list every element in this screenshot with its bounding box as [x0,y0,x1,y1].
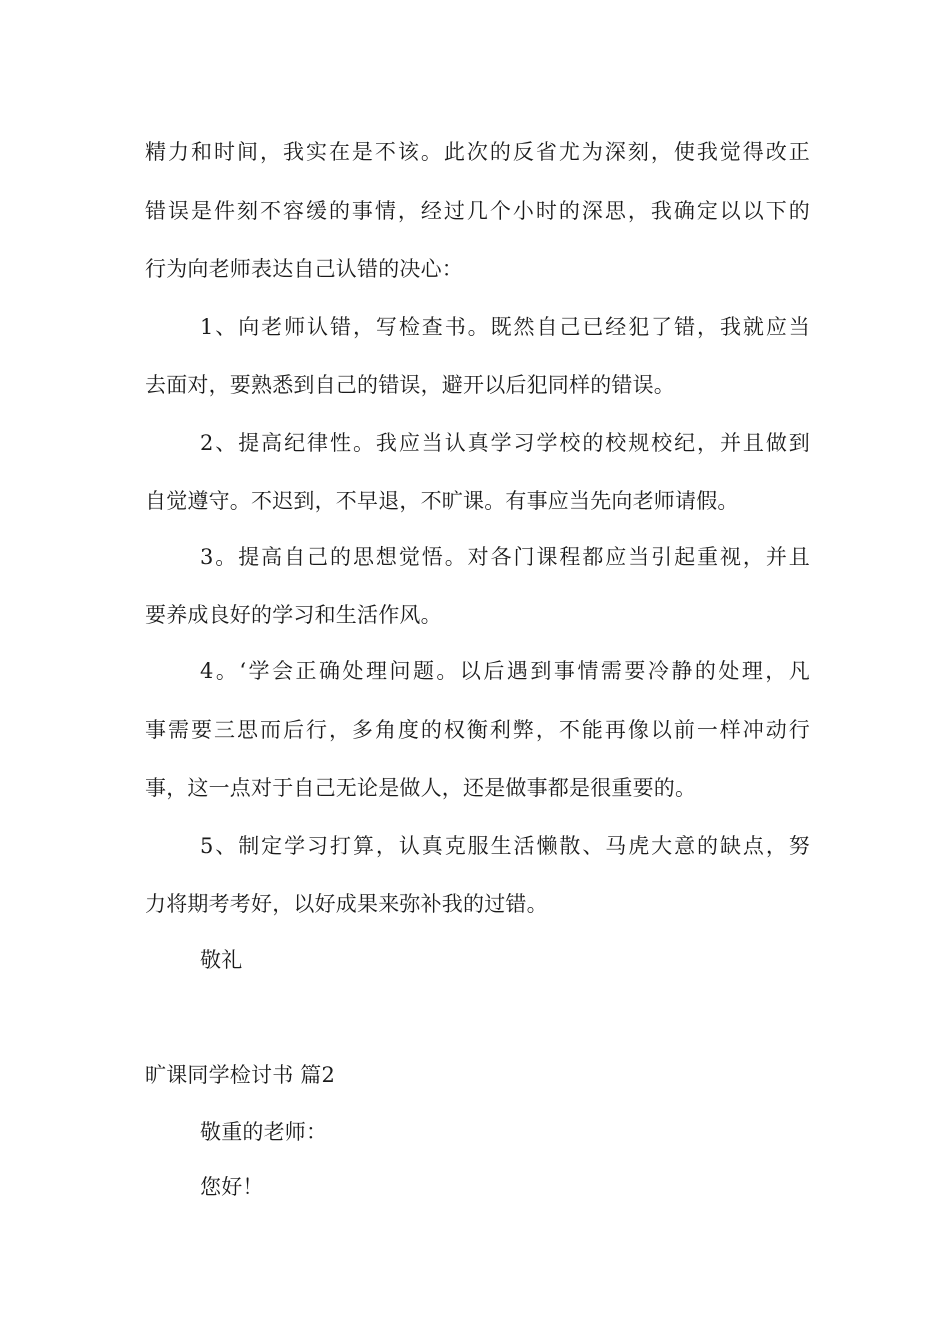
list-item-2-line: 自觉遵守。不迟到，不早退，不旷课。有事应当先向老师请假。 [145,489,739,513]
greeting-line: 您好！ [200,1175,264,1199]
list-item-2-line: 2、提高纪律性。我应当认真学习学校的校规校纪，并且做到 [200,431,810,455]
list-item-4-line: 事需要三思而后行，多角度的权衡利弊，不能再像以前一样冲动行 [145,718,810,742]
paragraph-line: 精力和时间，我实在是不该。此次的反省尤为深刻，使我觉得改正 [145,140,810,164]
paragraph-line: 错误是件刻不容缓的事情，经过几个小时的深思，我确定以以下的 [145,199,810,223]
paragraph-line: 行为向老师表达自己认错的决心： [145,257,463,281]
section-heading: 旷课同学检讨书 篇2 [145,1063,336,1087]
list-item-4-line: 事，这一点对于自己无论是做人，还是做事都是很重要的。 [145,776,697,800]
greeting-line: 敬重的老师： [200,1120,328,1144]
list-item-1-line: 1、向老师认错，写检查书。既然自己已经犯了错，我就应当 [200,315,810,339]
list-item-5-line: 5、制定学习打算，认真克服生活懒散、马虎大意的缺点，努 [200,834,810,858]
list-item-4-line: 4。‘学会正确处理问题。以后遇到事情需要冷静的处理，凡 [200,659,810,683]
list-item-3-line: 要养成良好的学习和生活作风。 [145,603,442,627]
list-item-3-line: 3。提高自己的思想觉悟。对各门课程都应当引起重视，并且 [200,545,810,569]
list-item-1-line: 去面对，要熟悉到自己的错误，避开以后犯同样的错误。 [145,373,675,397]
list-item-5-line: 力将期考考好，以好成果来弥补我的过错。 [145,892,548,916]
closing-salutation: 敬礼 [200,948,243,972]
